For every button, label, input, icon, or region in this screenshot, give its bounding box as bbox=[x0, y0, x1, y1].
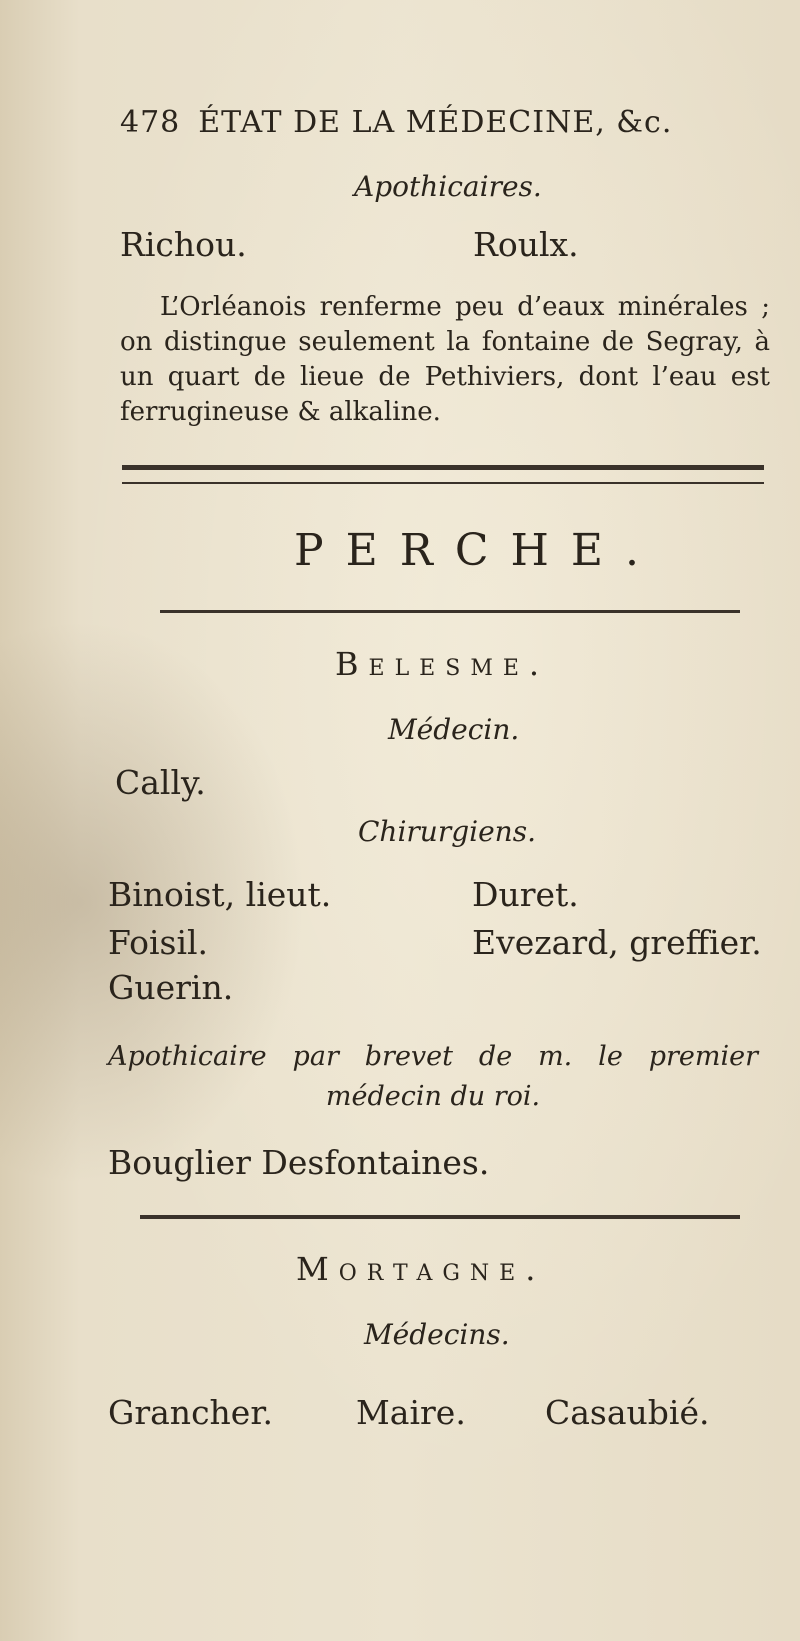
town-heading: Mortagne. bbox=[296, 1250, 546, 1288]
divider-line bbox=[140, 1215, 740, 1219]
page-number: 478 bbox=[120, 105, 181, 140]
ornamental-rule bbox=[122, 465, 764, 470]
apothecary-name: Roulx. bbox=[473, 225, 579, 264]
surgeon-name: Guerin. bbox=[108, 968, 234, 1007]
surgeon-name: Evezard, greffier. bbox=[472, 923, 762, 962]
divider-line bbox=[160, 610, 740, 613]
divider-line bbox=[122, 482, 764, 484]
running-title: ÉTAT DE LA MÉDECINE, &c. bbox=[198, 105, 673, 140]
physician-heading: Médecin. bbox=[388, 713, 520, 746]
apothecaries-heading: Apothicaires. bbox=[354, 170, 542, 203]
physician-name: Grancher. bbox=[108, 1393, 273, 1432]
apothecary-heading: Apothicaire par brevet de m. le premier médecin du roi. bbox=[108, 1041, 758, 1112]
mineral-waters-paragraph: L’Orléanois renferme peu d’eaux minérales ; on distingue seulement la fontaine de Segray, à un quart de lieue de Pethiviers, dont l’eau est ferrugineuse & alkaline. bbox=[120, 292, 770, 427]
surgeon-name: Foisil. bbox=[108, 923, 209, 962]
surgeon-name: Duret. bbox=[472, 875, 579, 914]
physicians-heading: Médecins. bbox=[364, 1318, 510, 1351]
apothecary-name: Richou. bbox=[120, 225, 247, 264]
running-header bbox=[120, 105, 672, 140]
town-heading: Belesme. bbox=[335, 645, 550, 683]
physician-name: Maire. bbox=[356, 1393, 466, 1432]
surgeon-name: Binoist, lieut. bbox=[108, 875, 332, 914]
apothecary-name: Bouglier Desfontaines. bbox=[108, 1143, 490, 1182]
surgeons-heading: Chirurgiens. bbox=[358, 815, 536, 848]
physician-name: Cally. bbox=[115, 763, 206, 802]
section-title: PERCHE. bbox=[294, 525, 661, 576]
physician-name: Casaubié. bbox=[545, 1393, 710, 1432]
